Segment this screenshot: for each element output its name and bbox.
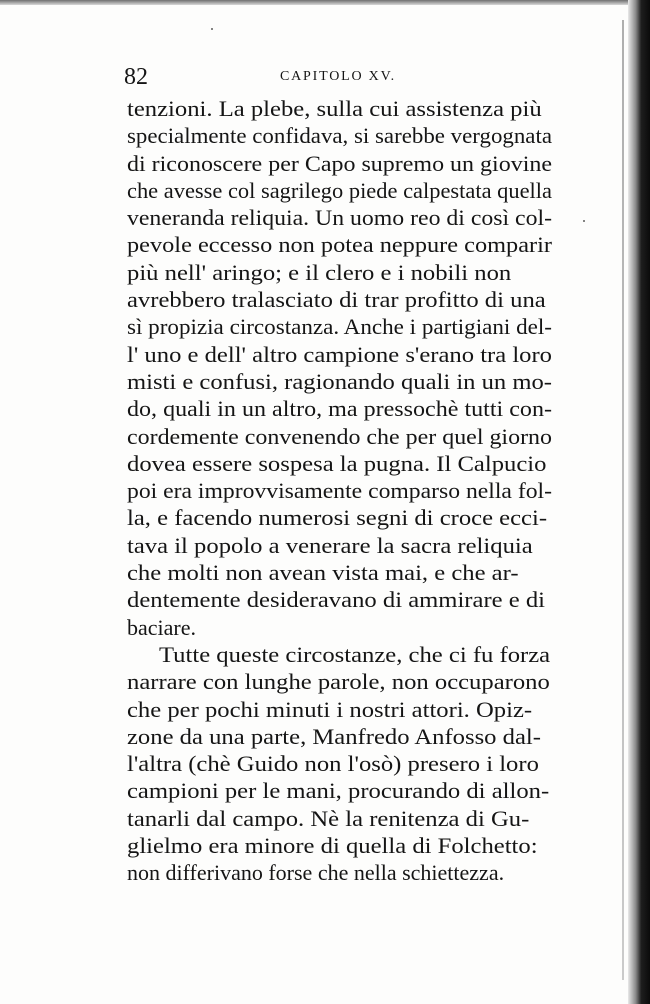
text-line: narrare con lunghe parole, non occuparono [127, 669, 550, 695]
text-line: glielmo era minore di quella di Folchetto: [127, 833, 538, 859]
text-line: la, e facendo numerosi segni di croce ecci- [127, 505, 548, 531]
text-line: do, quali in un altro, ma pressochè tutti con- [127, 396, 552, 422]
text-line: Tutte queste circostanze, che ci fu forza [159, 641, 551, 667]
text-line: baciare. [127, 614, 196, 640]
page-top-edge [0, 0, 650, 5]
page-fold-line [622, 20, 624, 980]
text-line: l'altra (chè Guido non l'osò) presero i loro [127, 751, 539, 777]
page-header [124, 64, 564, 94]
text-line: campioni per le mani, procurando di allon- [127, 778, 550, 804]
text-line: dentemente desideravano di ammirare e di [127, 587, 546, 613]
text-line: misti e confusi, ragionando quali in un mo- [127, 368, 552, 394]
text-line: veneranda reliquia. Un uomo reo di così col- [127, 205, 552, 231]
text-line: che molti non avean vista mai, e che ar- [127, 560, 519, 586]
running-head: CAPITOLO XV. [280, 69, 396, 84]
text-line: più nell' aringo; e il clero e i nobili non [127, 259, 512, 285]
text-line: specialmente confidava, si sarebbe vergognata [127, 123, 552, 149]
text-line: cordemente convenendo che per quel giorno [127, 423, 552, 449]
text-line: tava il popolo a venerare la sacra reliquia [127, 532, 533, 558]
text-line: che per pochi minuti i nostri attori. Opiz- [127, 696, 533, 722]
text-line: zone da una parte, Manfredo Anfosso dal- [127, 723, 541, 749]
text-line: dovea essere sospesa la pugna. Il Calpucio [127, 450, 547, 476]
ink-spot [583, 220, 585, 222]
ink-spot [211, 28, 213, 30]
text-line: sì propizia circostanza. Anche i partigiani del- [127, 314, 552, 340]
text-line: tenzioni. La plebe, sulla cui assistenza più [127, 96, 542, 121]
text-line: avrebbero tralasciato di trar profitto di una [127, 287, 546, 313]
page-number: 82 [124, 64, 148, 90]
text-line: di riconoscere per Capo supremo un giovine [127, 150, 552, 176]
text-line: poi era improvvisamente comparso nella fol- [127, 478, 552, 504]
text-line: non differivano forse che nella schiettezza. [127, 860, 505, 886]
book-binding-edge [628, 0, 650, 1004]
text-line: tanarli dal campo. Nè la renitenza di Gu- [127, 805, 530, 831]
text-line: pevole eccesso non potea neppure comparir [127, 232, 552, 258]
text-line: l' uno e dell' altro campione s'erano tra loro [127, 341, 552, 367]
text-line: che avesse col sagrilego piede calpestata quella [127, 177, 552, 203]
body-text [127, 95, 557, 887]
